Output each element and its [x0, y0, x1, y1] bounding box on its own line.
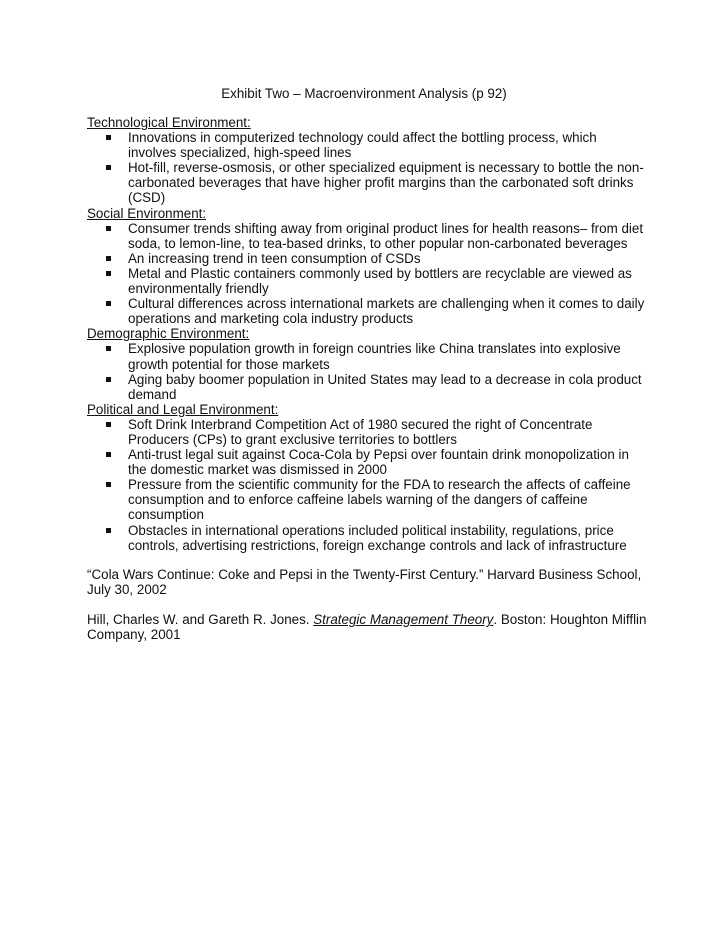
bullet-square-icon [106, 165, 111, 170]
section-heading: Demographic Environment: [87, 326, 250, 342]
bullet-item [87, 266, 647, 296]
bullet-list [87, 221, 647, 327]
reference-publisher: . Boston: Houghton Mifflin Company, 2001 [87, 612, 647, 643]
bullet-item [87, 296, 647, 326]
references [87, 567, 647, 658]
bullet-text: Explosive population growth in foreign countries like China translates into explosive growth potential for those markets [128, 341, 621, 372]
bullet-text: Soft Drink Interbrand Competition Act of 1980 secured the right of Concentrate Producers (CPs) to grant exclusive territories to bottlers [128, 416, 593, 447]
section-heading: Social Environment: [87, 205, 207, 221]
bullet-item [87, 341, 647, 371]
bullet-square-icon [106, 422, 111, 427]
bullet-text: Metal and Plastic containers commonly used by bottlers are recyclable are viewed as environmentally friendly [128, 265, 632, 297]
bullet-text: Anti-trust legal suit against Coca-Cola by Pepsi over fountain drink monopolization in the domestic market was dismissed in 2000 [128, 447, 629, 478]
bullet-item [87, 477, 647, 522]
section-technological [87, 115, 647, 206]
bullet-square-icon [106, 452, 111, 457]
bullet-square-icon [106, 528, 111, 533]
bullet-text: An increasing trend in teen consumption of CSDs [128, 250, 421, 266]
bullet-item [87, 523, 647, 553]
bullet-item [87, 372, 647, 402]
bullet-item [87, 447, 647, 477]
sections-container [87, 115, 647, 553]
bullet-square-icon [106, 346, 111, 351]
reference-authors: Hill, Charles W. and Gareth R. Jones. [87, 612, 314, 628]
bullet-list [87, 130, 647, 205]
bullet-square-icon [106, 135, 111, 140]
bullet-item [87, 417, 647, 447]
bullet-item [87, 221, 647, 251]
bullet-text: Innovations in computerized technology could affect the bottling process, which involves specialized, high-speed lines [128, 130, 597, 161]
reference-book-title: Strategic Management Theory [313, 612, 494, 628]
bullet-text: Cultural differences across international markets are challenging when it comes to daily operations and marketing cola industry products [128, 296, 645, 327]
bullet-square-icon [106, 301, 111, 306]
bullet-text: Hot-fill, reverse-osmosis, or other specialized equipment is necessary to bottle the non-carbonated beverages that have higher profit margins than the carbonated soft drinks (CSD) [128, 160, 644, 206]
bullet-square-icon [106, 482, 111, 487]
bullet-square-icon [106, 256, 111, 261]
section-social [87, 206, 647, 327]
section-heading: Political and Legal Environment: [87, 401, 279, 417]
bullet-item [87, 130, 647, 160]
reference-item [87, 612, 647, 642]
section-political-legal [87, 402, 647, 553]
section-demographic [87, 326, 647, 401]
bullet-square-icon [106, 226, 111, 231]
bullet-text: Aging baby boomer population in United States may lead to a decrease in cola product demand [128, 371, 642, 402]
page-title: Exhibit Two – Macroenvironment Analysis (p 92) [221, 86, 507, 101]
bullet-text: Pressure from the scientific community for the FDA to research the affects of caffeine consumption and to enforce caffeine labels warning of the dangers of caffeine consumption [128, 477, 631, 523]
bullet-item [87, 160, 647, 205]
bullet-square-icon [106, 271, 111, 276]
bullet-list [87, 417, 647, 553]
bullet-text: Consumer trends shifting away from original product lines for health reasons– from diet soda, to lemon-line, to tea-based drinks, to other popular non-carbonated beverages [128, 220, 644, 251]
bullet-list [87, 341, 647, 401]
bullet-item [87, 251, 647, 266]
section-heading: Technological Environment: [87, 115, 251, 130]
bullet-square-icon [106, 377, 111, 382]
reference-item: “Cola Wars Continue: Coke and Pepsi in the Twenty-First Century.” Harvard Business School, July 30, 2002 [87, 567, 642, 598]
bullet-text: Obstacles in international operations included political instability, regulations, price controls, advertising restrictions, foreign exchange controls and lack of infrastructure [128, 522, 627, 553]
